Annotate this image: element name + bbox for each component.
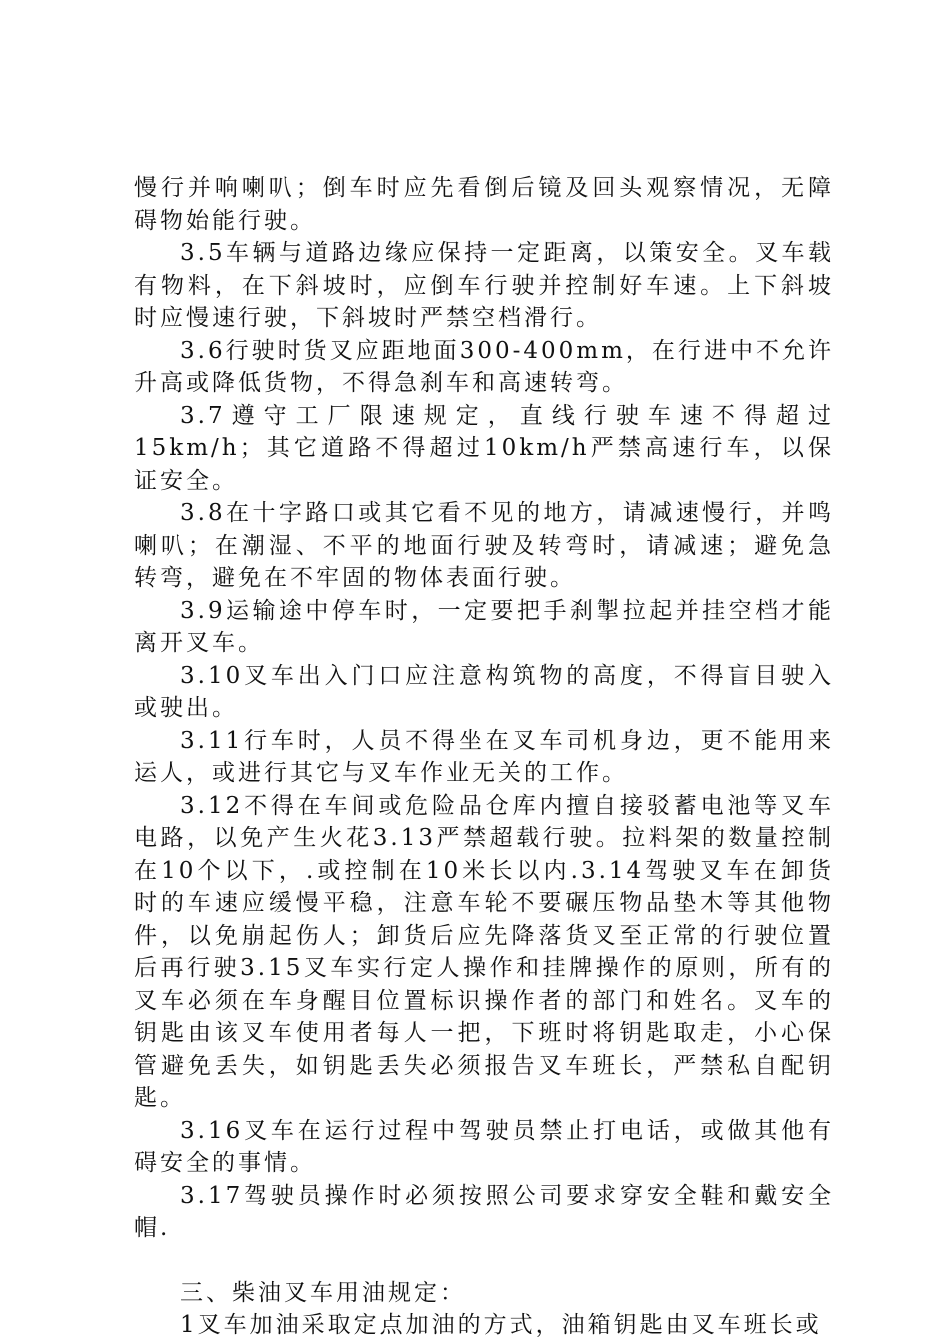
paragraph-3-12: 3.12不得在车间或危险品仓库内擅自接驳蓄电池等叉车电路，以免产生火花3.13严禁超载行驶。拉料架的数量控制在10个以下，.或控制在10米长以内.3.14驾驶叉车在卸货时的车速应缓慢平稳，注意车轮不要碾压物品垫木等其他物件，以免崩起伤人；卸货后应先降落货叉至正常的行驶位置后再行驶3.15叉车实行定人操作和挂牌操作的原则，所有的叉车必须在车身醒目位置标识操作者的部门和姓名。叉车的钥匙由该叉车使用者每人一把，下班时将钥匙取走，小心保管避免丢失，如钥匙丢失必须报告叉车班长，严禁私自配钥匙。 (134, 792, 834, 1111)
paragraph-3-6: 3.6行驶时货叉应距地面300-400mm，在行进中不允许升高或降低货物，不得急刹车和高速转弯。 (134, 337, 834, 396)
paragraph-3-7: 3.7遵守工厂限速规定，直线行驶车速不得超过15km/h；其它道路不得超过10km/h严禁高速行车，以保证安全。 (134, 402, 834, 494)
paragraph-3-17: 3.17驾驶员操作时必须按照公司要求穿安全鞋和戴安全帽. (134, 1182, 834, 1241)
paragraph-continued: 慢行并响喇叭；倒车时应先看倒后镜及回头观察情况，无障碍物始能行驶。 (134, 175, 834, 234)
paragraph-3-5: 3.5车辆与道路边缘应保持一定距离，以策安全。叉车载有物料，在下斜坡时，应倒车行驶并控制好车速。上下斜坡时应慢速行驶，下斜坡时严禁空档滑行。 (134, 240, 834, 331)
section-heading: 三、柴油叉车用油规定： (180, 1279, 466, 1306)
paragraph-3-8: 3.8在十字路口或其它看不见的地方，请减速慢行，并鸣喇叭；在潮湿、不平的地面行驶及转弯时，请减速；避免急转弯，避免在不牢固的物体表面行驶。 (134, 500, 834, 591)
document-body (134, 172, 834, 1342)
paragraph-1: 1叉车加油采取定点加油的方式，油箱钥匙由叉车班长或 (180, 1312, 822, 1338)
paragraph-3-9: 3.9运输途中停车时，一定要把手刹掣拉起并挂空档才能离开叉车。 (134, 597, 834, 656)
paragraph-3-11: 3.11行车时，人员不得坐在叉车司机身边，更不能用来运人，或进行其它与叉车作业无关的工作。 (134, 727, 834, 786)
paragraph-3-16: 3.16叉车在运行过程中驾驶员禁止打电话，或做其他有碍安全的事情。 (134, 1117, 834, 1176)
paragraph-3-10: 3.10叉车出入门口应注意构筑物的高度，不得盲目驶入或驶出。 (134, 662, 834, 721)
